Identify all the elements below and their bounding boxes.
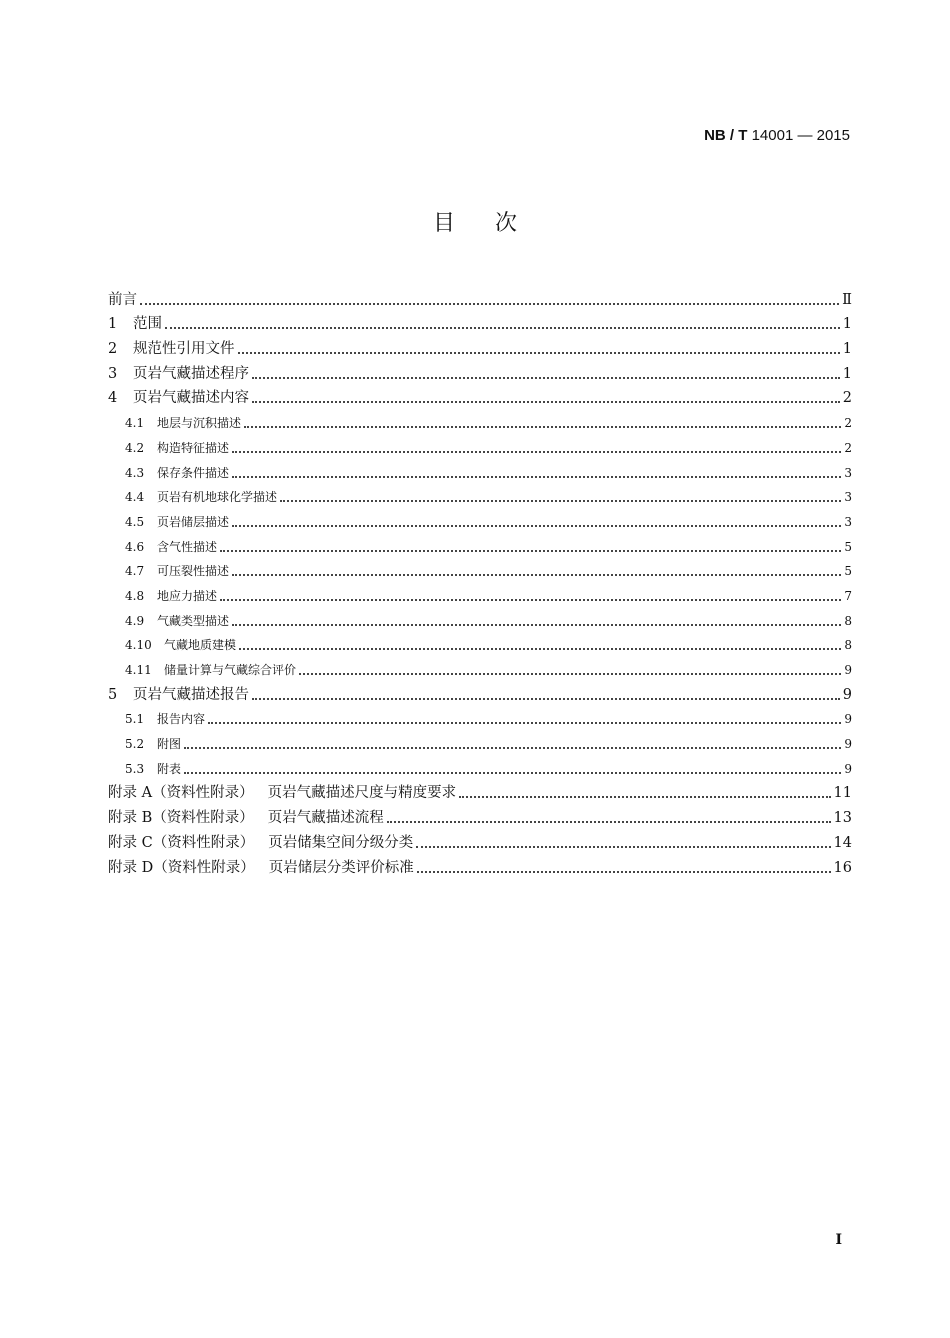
toc-leader-dots (299, 672, 841, 675)
toc-entry-3[interactable] (108, 359, 852, 384)
toc-entry-page: 8 (844, 613, 852, 628)
toc-entry-foreword[interactable] (108, 285, 852, 310)
toc-entry-label: 页岩储层描述 (157, 514, 230, 529)
toc-entry-label: 范围 (133, 316, 162, 333)
toc-entry-page: 8 (844, 638, 852, 653)
standard-code-prefix: NB / T (704, 127, 748, 144)
toc-entry-number: 4.5 (125, 514, 145, 529)
toc-entry-5-3[interactable] (108, 754, 852, 779)
toc-entry-4-3[interactable] (108, 458, 852, 483)
page-title: 目次 (432, 211, 557, 236)
toc-leader-dots (184, 771, 841, 774)
toc-entry-page: 16 (833, 859, 852, 876)
toc-entry-label: 报告内容 (157, 712, 206, 727)
toc-entry-page: 9 (844, 761, 852, 776)
toc-annex-tag: 附录 C（资料性附录） (108, 834, 255, 851)
toc-leader-dots (165, 326, 840, 329)
toc-entry-number: 1 (108, 316, 118, 333)
standard-code (704, 127, 850, 144)
toc-entry-number: 4.1 (125, 416, 145, 431)
toc-entry-label: 页岩有机地球化学描述 (157, 490, 278, 505)
toc-entry-page: 2 (844, 416, 852, 431)
toc-entry-page: 13 (833, 810, 852, 827)
toc-entry-1[interactable] (108, 310, 852, 335)
toc-leader-dots (280, 499, 841, 502)
toc-leader-dots (220, 598, 841, 601)
toc-entry-4-2[interactable] (108, 433, 852, 458)
toc-entry-label: 可压裂性描述 (157, 564, 230, 579)
toc-leader-dots (232, 450, 841, 453)
toc-entry-page: 11 (833, 785, 852, 802)
toc-entry-number: 4.3 (125, 465, 145, 480)
page-number: I (835, 1232, 842, 1248)
toc-entry-5[interactable] (108, 680, 852, 705)
toc-annex-tag: 附录 D（资料性附录） (108, 859, 255, 876)
toc-entry-annex-d[interactable] (108, 853, 852, 878)
toc-entry-4-11[interactable] (108, 655, 852, 680)
toc-leader-dots (232, 524, 841, 527)
toc-entry-label: 构造特征描述 (157, 440, 230, 455)
toc-entry-page: 7 (844, 588, 852, 603)
toc-leader-dots (232, 573, 841, 576)
toc-entry-annex-a[interactable] (108, 779, 852, 804)
toc-entry-label: 页岩气藏描述流程 (267, 810, 384, 827)
toc-leader-dots (416, 845, 830, 848)
toc-entry-number: 4.9 (125, 613, 145, 628)
toc-entry-label: 含气性描述 (157, 539, 218, 554)
toc-entry-number: 4 (108, 390, 118, 407)
toc-entry-label: 地层与沉积描述 (157, 416, 242, 431)
toc-annex-tag: 附录 A（资料性附录） (108, 785, 254, 802)
toc-leader-dots (387, 820, 831, 823)
toc-leader-dots (239, 647, 841, 650)
toc-entry-4-9[interactable] (108, 606, 852, 631)
table-of-contents (108, 285, 852, 878)
toc-entry-label: 保存条件描述 (157, 465, 230, 480)
toc-entry-label: 储量计算与气藏综合评价 (164, 663, 297, 677)
toc-leader-dots (252, 376, 840, 379)
toc-entry-4[interactable] (108, 384, 852, 409)
toc-entry-label: 页岩储层分类评价标准 (268, 859, 414, 876)
toc-entry-annex-c[interactable] (108, 828, 852, 853)
toc-entry-page: 9 (844, 737, 852, 752)
toc-entry-label: 页岩储集空间分级分类 (268, 834, 414, 851)
toc-entry-page: 14 (833, 834, 852, 851)
toc-entry-page: 9 (842, 686, 852, 703)
toc-entry-label: 页岩气藏描述尺度与精度要求 (267, 785, 457, 802)
toc-entry-4-5[interactable] (108, 507, 852, 532)
toc-entry-number: 5.2 (125, 737, 145, 752)
toc-leader-dots (252, 697, 840, 700)
toc-entry-5-1[interactable] (108, 705, 852, 730)
toc-leader-dots (459, 795, 830, 798)
toc-entry-page: 1 (842, 341, 852, 358)
toc-entry-page: 1 (842, 365, 852, 382)
toc-entry-label: 页岩气藏描述程序 (133, 365, 249, 382)
toc-entry-label: 附表 (157, 761, 182, 776)
toc-entry-page: 5 (844, 564, 852, 579)
toc-entry-page: 9 (844, 712, 852, 727)
toc-entry-number: 4.10 (125, 638, 152, 653)
toc-entry-page: 3 (844, 490, 852, 505)
toc-entry-number: 4.8 (125, 588, 145, 603)
toc-leader-dots (417, 870, 831, 873)
toc-leader-dots (232, 475, 841, 478)
toc-leader-dots (184, 746, 841, 749)
toc-entry-page: 2 (842, 390, 852, 407)
toc-entry-page: 5 (844, 539, 852, 554)
toc-entry-page: 9 (844, 663, 852, 677)
toc-entry-number: 4.11 (125, 663, 152, 677)
standard-code-number: 14001 — 2015 (747, 127, 850, 144)
toc-entry-page: 3 (844, 514, 852, 529)
toc-entry-page: 1 (842, 316, 852, 333)
toc-entry-number: 4.4 (125, 490, 145, 505)
toc-annex-tag: 附录 B（资料性附录） (108, 810, 254, 827)
toc-entry-label: 前言 (108, 291, 137, 308)
toc-entry-4-8[interactable] (108, 581, 852, 606)
toc-entry-2[interactable] (108, 334, 852, 359)
toc-leader-dots (140, 302, 839, 305)
toc-entry-label: 气藏地质建模 (164, 638, 237, 653)
toc-entry-4-4[interactable] (108, 483, 852, 508)
toc-leader-dots (220, 549, 841, 552)
toc-entry-number: 3 (108, 365, 118, 382)
toc-leader-dots (252, 400, 840, 403)
toc-leader-dots (238, 351, 840, 354)
toc-entry-number: 2 (108, 341, 118, 358)
toc-entry-label: 规范性引用文件 (133, 341, 235, 358)
toc-entry-label: 页岩气藏描述内容 (133, 390, 249, 407)
toc-entry-page: 3 (844, 465, 852, 480)
toc-entry-number: 4.7 (125, 564, 145, 579)
toc-entry-5-2[interactable] (108, 729, 852, 754)
toc-leader-dots (232, 623, 841, 626)
toc-entry-label: 页岩气藏描述报告 (133, 686, 249, 703)
toc-entry-number: 5.3 (125, 761, 145, 776)
toc-entry-number: 4.6 (125, 539, 145, 554)
toc-entry-number: 5.1 (125, 712, 145, 727)
toc-entry-4-6[interactable] (108, 532, 852, 557)
toc-entry-label: 地应力描述 (157, 588, 218, 603)
toc-entry-number: 4.2 (125, 440, 145, 455)
toc-entry-label: 附图 (157, 737, 182, 752)
toc-entry-number: 5 (108, 686, 118, 703)
toc-leader-dots (244, 425, 841, 428)
toc-leader-dots (208, 721, 841, 724)
toc-entry-label: 气藏类型描述 (157, 613, 230, 628)
toc-entry-page: 2 (844, 440, 852, 455)
toc-entry-4-10[interactable] (108, 631, 852, 656)
toc-entry-page: Ⅱ (842, 291, 852, 308)
toc-entry-4-7[interactable] (108, 557, 852, 582)
toc-entry-annex-b[interactable] (108, 803, 852, 828)
toc-entry-4-1[interactable] (108, 408, 852, 433)
